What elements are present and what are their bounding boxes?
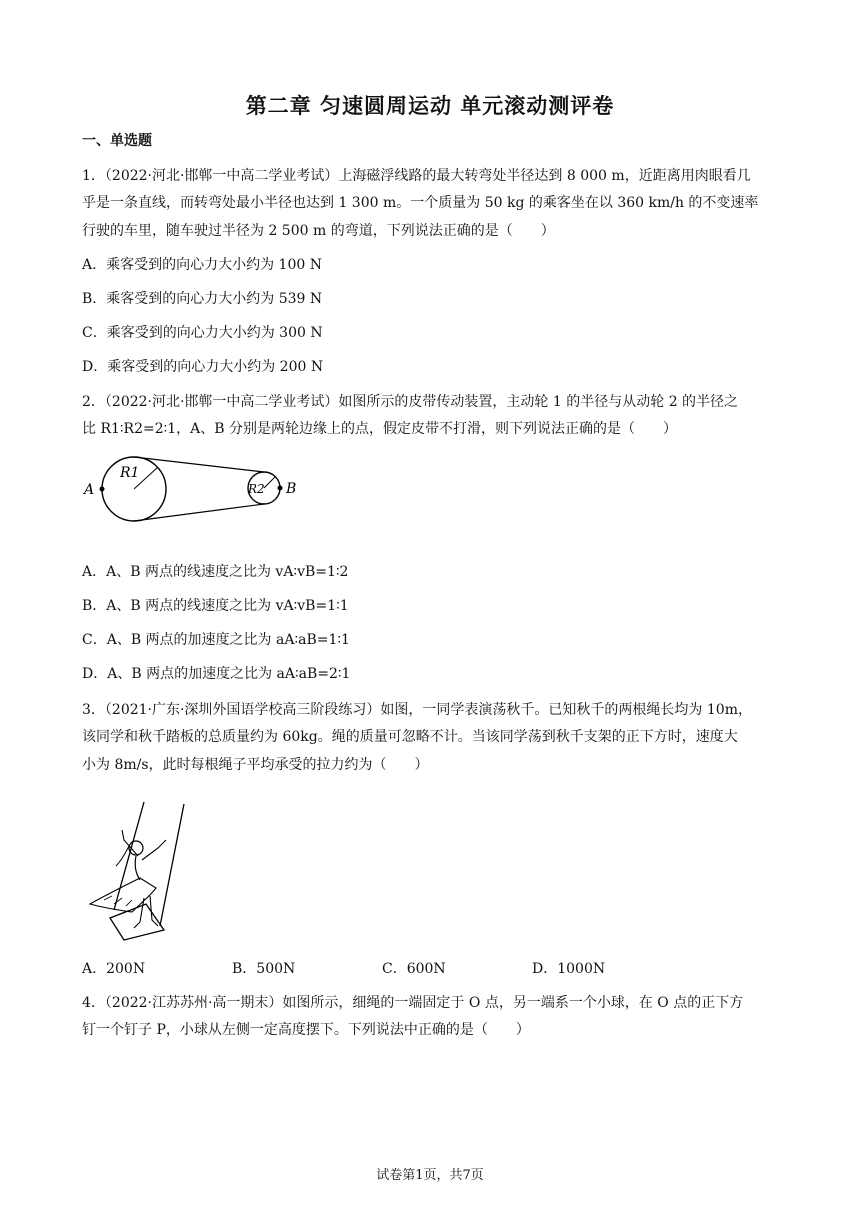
page-footer: 试卷第1页，共7页 xyxy=(376,1168,484,1183)
q1-line-2: 乎是一条直线，而转弯处最小半径也达到 1 300 m。一个质量为 50 kg 的乘客坐在以 360 km/h 的不变速率 xyxy=(82,195,759,211)
q3-option-c: C．600N xyxy=(382,961,446,977)
q2-option-c: C．A、B 两点的加速度之比为 aA∶aB=1∶1 xyxy=(82,632,350,648)
q1-option-a: A．乘客受到的向心力大小约为 100 N xyxy=(82,257,322,273)
q3-line-1: 3．（2021·广东·深圳外国语学校高三阶段练习）如图，一同学表演荡秋千。已知秋千的两根绳长均为 10m， xyxy=(82,702,752,718)
q3-line-2: 该同学和秋千踏板的总质量约为 60kg。绳的质量可忽略不计。当该同学荡到秋千支架的正下方时，速度大 xyxy=(82,729,738,745)
page-title: 第二章 匀速圆周运动 单元滚动测评卷 xyxy=(245,94,615,118)
swing-figure xyxy=(84,800,194,942)
q1-option-d: D．乘客受到的向心力大小约为 200 N xyxy=(82,359,324,375)
q2-line-2: 比 R1∶R2=2∶1，A、B 分别是两轮边缘上的点，假定皮带不打滑，则下列说法正确的是（ ） xyxy=(82,421,678,437)
label-a: A xyxy=(84,482,95,498)
q2-option-d: D．A、B 两点的加速度之比为 aA∶aB=2∶1 xyxy=(82,666,351,682)
belt-drive-figure xyxy=(80,455,310,527)
q1-line-3: 行驶的车里，随车驶过半径为 2 500 m 的弯道，下列说法正确的是（ ） xyxy=(82,223,555,239)
label-r2: R2 xyxy=(248,482,265,496)
q1-option-c: C．乘客受到的向心力大小约为 300 N xyxy=(82,325,323,341)
q1-option-b: B．乘客受到的向心力大小约为 539 N xyxy=(82,291,323,307)
q2-option-a: A．A、B 两点的线速度之比为 vA∶vB=1∶2 xyxy=(82,564,349,580)
label-r1: R1 xyxy=(120,465,140,481)
q3-option-a: A．200N xyxy=(82,961,146,977)
q2-line-1: 2．（2022·河北·邯郸一中高二学业考试）如图所示的皮带传动装置，主动轮 1 的半径与从动轮 2 的半径之 xyxy=(82,394,739,410)
q3-line-3: 小为 8m/s，此时每根绳子平均承受的拉力约为（ ） xyxy=(82,757,429,773)
q4-line-1: 4．（2022·江苏苏州·高一期末）如图所示，细绳的一端固定于 O 点，另一端系一个小球，在 O 点的正下方 xyxy=(82,995,744,1011)
q2-option-b: B．A、B 两点的线速度之比为 vA∶vB=1∶1 xyxy=(82,598,349,614)
q4-line-2: 钉一个钉子 P，小球从左侧一定高度摆下。下列说法中正确的是（ ） xyxy=(82,1022,530,1038)
section-heading: 一、单选题 xyxy=(82,133,152,149)
q3-option-d: D．1000N xyxy=(532,961,606,977)
q1-line-1: 1．（2022·河北·邯郸一中高二学业考试）上海磁浮线路的最大转弯处半径达到 8 000 m，近距离用肉眼看几 xyxy=(82,168,751,184)
label-b: B xyxy=(286,481,297,497)
q3-option-b: B．500N xyxy=(232,961,296,977)
